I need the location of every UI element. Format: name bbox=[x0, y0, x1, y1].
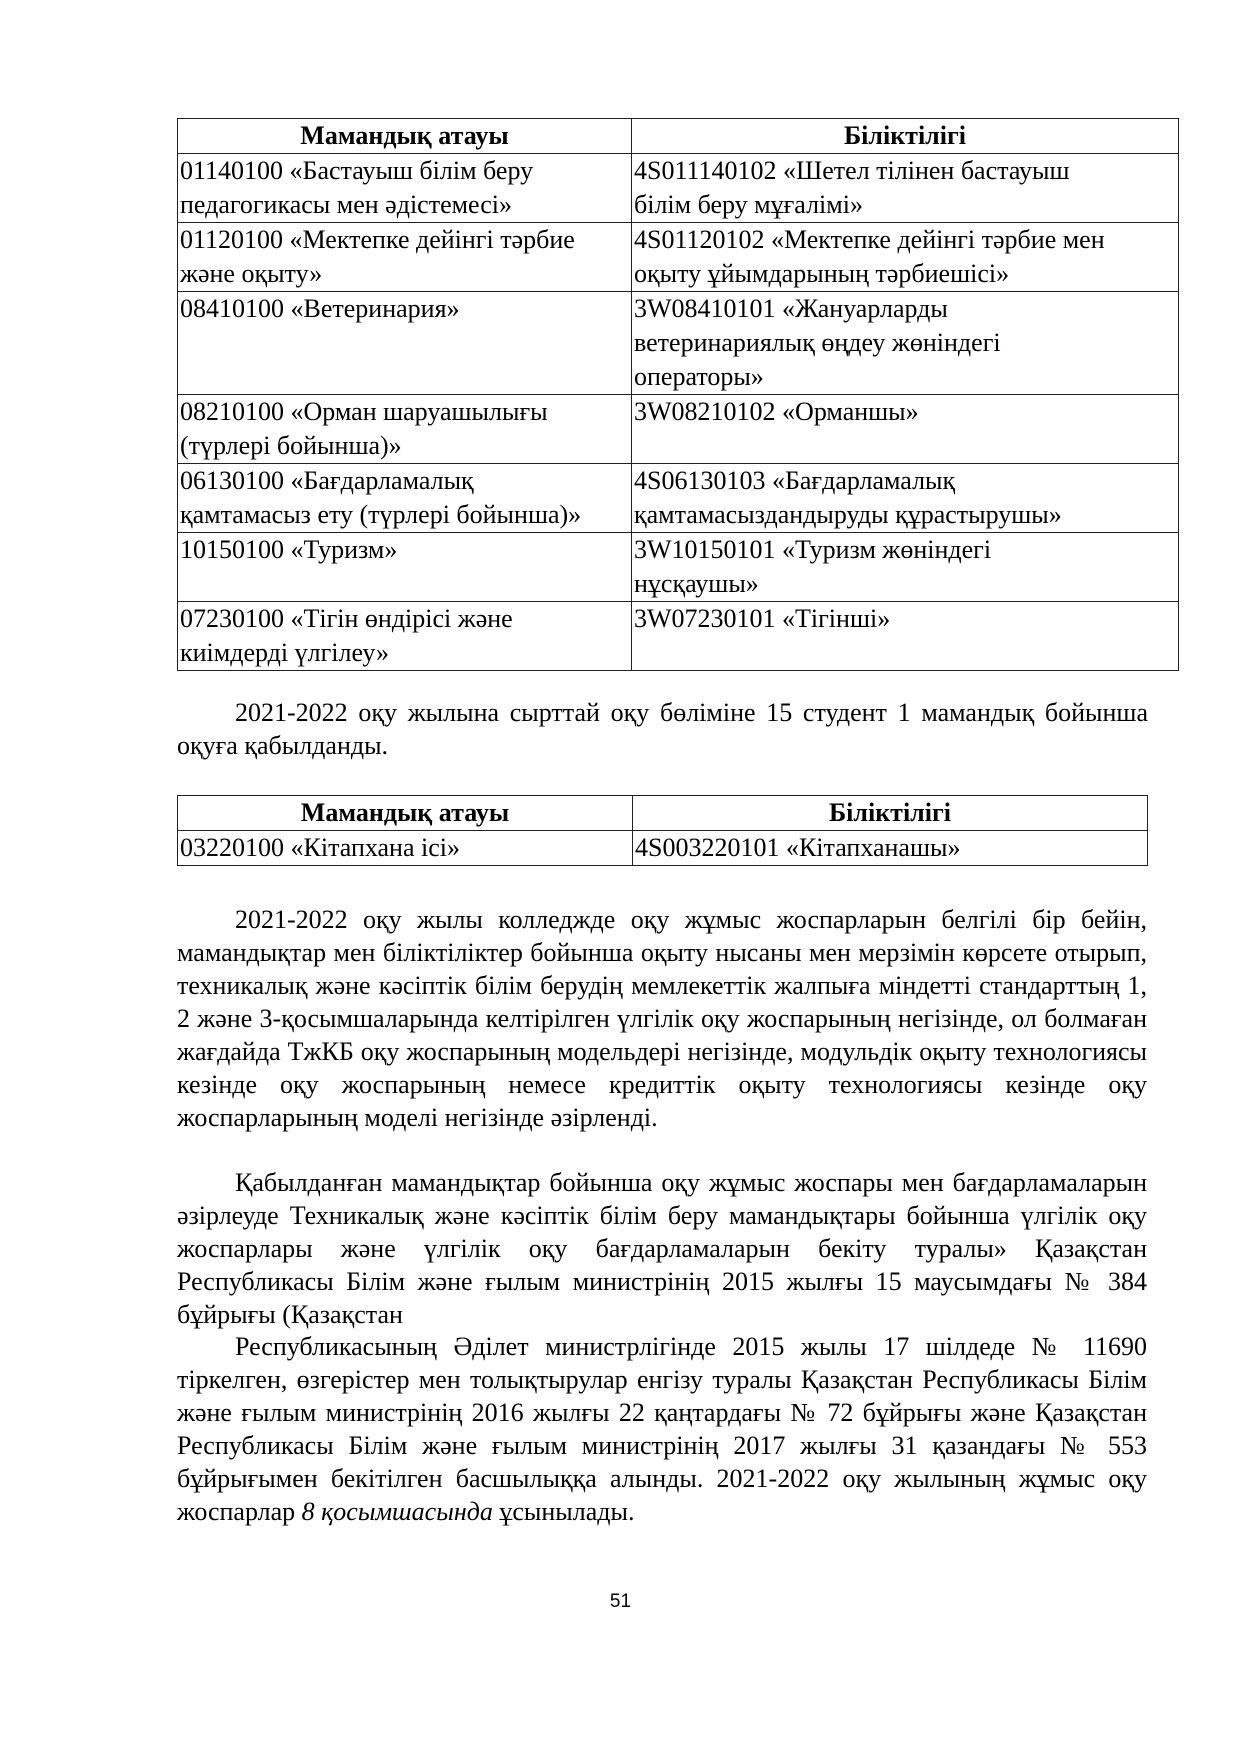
table-row bbox=[178, 533, 1179, 602]
appendix-reference: 8 қосымшасында bbox=[301, 1497, 493, 1526]
table-row bbox=[178, 292, 1179, 395]
paragraph-ministry-orders bbox=[177, 1330, 1147, 1528]
table-header-row bbox=[178, 796, 1148, 831]
paragraph-end: ұсынылады. bbox=[499, 1497, 635, 1526]
specialties-table bbox=[177, 118, 1179, 671]
specialty-cell: 08410100 «Ветеринария» bbox=[178, 292, 632, 395]
column-header-specialty: Мамандық атауы bbox=[178, 796, 633, 831]
qualification-cell: 4S003220101 «Кітапханашы» bbox=[633, 831, 1148, 866]
specialty-cell: 01120100 «Мектепке дейінгі тәрбие және оқыту» bbox=[178, 223, 632, 292]
specialty-cell: 08210100 «Орман шаруашылығы (түрлері бойынша)» bbox=[178, 395, 632, 464]
paragraph-text: Республикасының Әділет министрлігінде 2015 жылы 17 шілдеде № 11690 тіркелген, өзгерістер мен толықтырулар енгізу туралы Қазақстан Республикасы Білім және ғылым министрінің 2016 жылғы 22 қаңтардағы № 72 бұйрығы және Қазақстан Республикасы Білім және ғылым министрінің 2017 жылғы 31 қазандағы № 553 бұйрығымен бекітілген басшылыққа алынды. 2021-2022 оқу жылының жұмыс оқу жоспарлар bbox=[177, 1332, 1147, 1526]
specialty-cell: 01140100 «Бастауыш білім беру педагогикасы мен әдістемесі» bbox=[178, 154, 632, 223]
table-header-row bbox=[178, 119, 1179, 154]
paragraph-work-plans: Қабылданған мамандықтар бойынша оқу жұмыс жоспары мен бағдарламаларын әзірлеуде Техникалық және кәсіптік білім беру мамандықтары бойынша үлгілік оқу жоспарлары және үлгілік оқу бағдарламаларын бекіту туралы» Қазақстан Республикасы Білім және ғылым министрінің 2015 жылғы 15 маусымдағы № 384 бұйрығы (Қазақстан bbox=[177, 1168, 1147, 1329]
column-header-specialty: Мамандық атауы bbox=[178, 119, 632, 154]
qualification-cell: 4S01120102 «Мектепке дейінгі тәрбие мен оқыту ұйымдарының тәрбиешісі» bbox=[632, 223, 1179, 292]
table-row bbox=[178, 395, 1179, 464]
column-header-qualification: Біліктілігі bbox=[632, 119, 1179, 154]
specialty-cell: 10150100 «Туризм» bbox=[178, 533, 632, 602]
specialty-cell: 06130100 «Бағдарламалық қамтамасыз ету (түрлері бойынша)» bbox=[178, 464, 632, 533]
specialty-cell: 07230100 «Тігін өндірісі және киімдерді үлгілеу» bbox=[178, 602, 632, 671]
paragraph-correspondence-admission: 2021-2022 оқу жылына сырттай оқу бөліміне 15 студент 1 мамандық бойынша оқуға қабылданды. bbox=[177, 698, 1148, 760]
qualification-cell: 4S06130103 «Бағдарламалық қамтамасыздандыруды құрастырушы» bbox=[632, 464, 1179, 533]
qualification-cell: 3W08410101 «Жануарларды ветеринариялық өңдеу жөніндегі операторы» bbox=[632, 292, 1179, 395]
table-row bbox=[178, 223, 1179, 292]
table-row bbox=[178, 154, 1179, 223]
qualification-cell: 3W07230101 «Тігінші» bbox=[632, 602, 1179, 671]
correspondence-specialty-table bbox=[177, 795, 1148, 866]
column-header-qualification: Біліктілігі bbox=[633, 796, 1148, 831]
table-row bbox=[178, 464, 1179, 533]
qualification-cell: 3W10150101 «Туризм жөніндегі нұсқаушы» bbox=[632, 533, 1179, 602]
qualification-cell: 3W08210102 «Орманшы» bbox=[632, 395, 1179, 464]
specialty-cell: 03220100 «Кітапхана ісі» bbox=[178, 831, 633, 866]
qualification-cell: 4S011140102 «Шетел тілінен бастауыш білім беру мұғалімі» bbox=[632, 154, 1179, 223]
page-number: 51 bbox=[609, 1591, 632, 1612]
table-row bbox=[178, 602, 1179, 671]
table-row bbox=[178, 831, 1148, 866]
paragraph-curriculum-development: 2021-2022 оқу жылы колледжде оқу жұмыс жоспарларын белгілі бір бейін, мамандықтар мен біліктіліктер бойынша оқыту нысаны мен мерзімін көрсете отырып, техникалық және кәсіптік білім берудің мемлекеттік жалпыға міндетті стандарттың 1, 2 және 3-қосымшаларында келтірілген үлгілік оқу жоспарының негізінде, ол болмаған жағдайда ТжКБ оқу жоспарының модельдері негізінде, модульдік оқыту технологиясы кезінде оқу жоспарының немесе кредиттік оқыту технологиясы кезінде оқу жоспарларының моделі негізінде әзірленді. bbox=[177, 905, 1147, 1132]
